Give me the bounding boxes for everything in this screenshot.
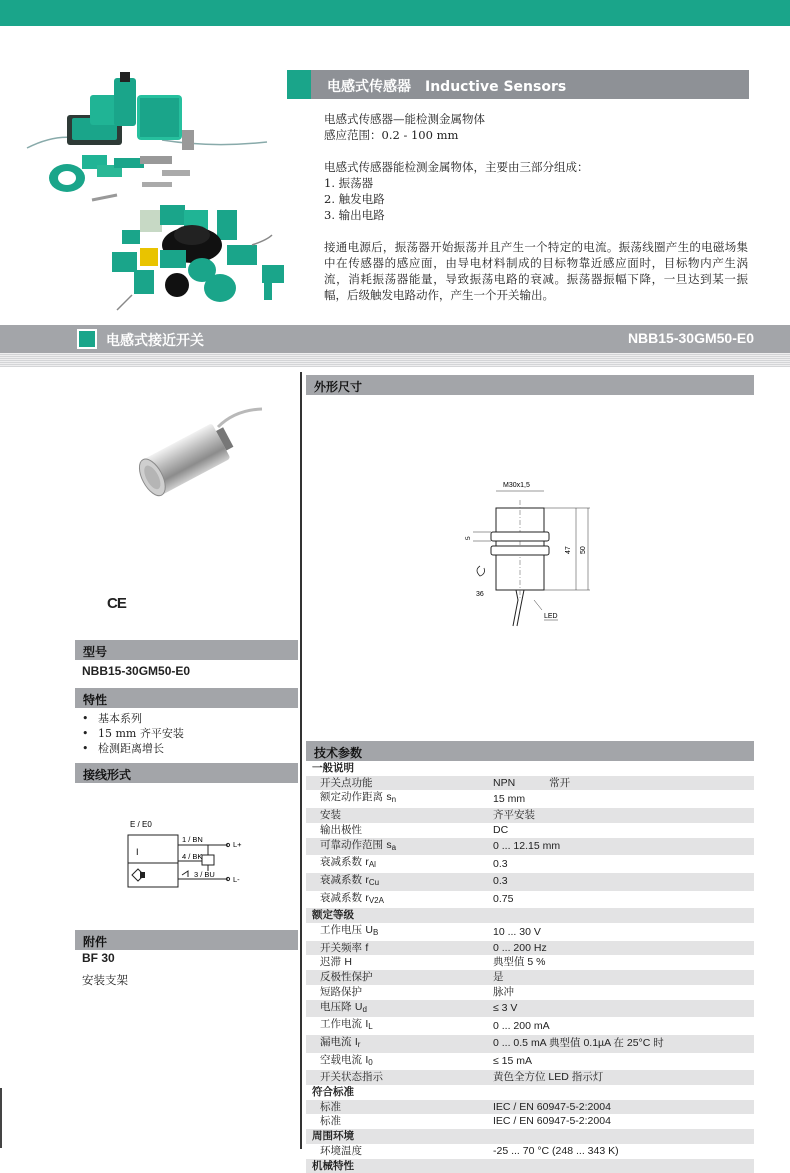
intro-paragraph: 接通电源后，振荡器开始振荡并且产生一个特定的电流。振荡线圈产生的电磁场集中在传感器的感应面，由导电材料制成的目标物靠近感应面时，目标物内产生涡流，消耗振荡器能量，导致振荡电路的衰减。振荡器振幅下降，一旦达到某一振幅，后级触发电路动作，产生一个开关输出。 — [324, 240, 748, 302]
table-row: 衰减系数 $r_{V2A}$ 0.75 — [320, 891, 514, 906]
category-title-en: Inductive Sensors — [425, 79, 567, 95]
length-label: 47 — [565, 546, 572, 554]
spec-group-row — [306, 761, 754, 776]
spec-group: 机械特性 — [306, 1159, 754, 1173]
product-section-band — [0, 325, 790, 353]
minus-label: L- — [233, 875, 240, 884]
table-row: 衰减系数 $r_{Al}$ 0.3 — [320, 856, 508, 870]
table-row: 标准 IEC / EN 60947-5-2:2004 — [306, 1100, 754, 1115]
intro-line-1: 电感式传感器—能检测金属物体 — [324, 112, 485, 126]
left-edge-line — [0, 1088, 2, 1148]
model-name: NBB15-30GM50-E0 — [82, 664, 191, 678]
table-row: 短路保护 脉冲 — [320, 985, 514, 998]
model-heading: 型号 — [75, 640, 298, 660]
table-row: 标准 IEC / EN 60947-5-2:2004 — [320, 1115, 611, 1128]
dimensions-heading: 外形尺寸 — [306, 375, 754, 395]
spec-group: 符合标准 — [312, 1086, 354, 1099]
spec-group: 一般说明 — [312, 762, 354, 774]
category-title-bar — [287, 70, 749, 99]
plus-label: L+ — [233, 840, 242, 849]
accessory-name: BF 30 — [82, 951, 115, 965]
led-label: LED — [544, 613, 558, 620]
spec-group-row — [306, 1129, 754, 1144]
wrench-label: 36 — [476, 591, 484, 598]
wire-label: 3 / BU — [194, 870, 215, 879]
specs-heading: 技术参数 — [306, 741, 754, 761]
intro-line-2: 感应范围：0.2 - 100 mm — [324, 128, 459, 142]
section-stripe — [0, 353, 790, 367]
accessory-heading: 附件 — [75, 930, 298, 950]
length-label: 50 — [580, 546, 587, 554]
wiring-diagram — [110, 815, 260, 890]
table-row: 电压降 $U_d$ ≤ 3 V — [306, 1000, 754, 1018]
category-title-cn: 电感式传感器 — [327, 79, 411, 95]
section-square-icon — [77, 329, 97, 349]
ce-mark: CE — [107, 595, 126, 612]
wiring-heading: 接线形式 — [75, 763, 298, 783]
wiring-type: E / E0 — [130, 820, 152, 829]
nut-label: 5 — [465, 536, 472, 540]
table-row: 空载电流 $I_0$ ≤ 15 mA — [320, 1053, 533, 1068]
table-row: 漏电流 $I_r$ 0 ... 0.5 mA 典型值 0.1µA 在 25°C 时 — [306, 1035, 754, 1053]
intro-part: 2. 触发电路 — [324, 192, 385, 206]
intro-text — [324, 111, 748, 303]
features-heading: 特性 — [75, 688, 298, 708]
section-title: 电感式接近开关 — [106, 333, 204, 349]
table-row: 工作电流 $I_L$ 0 ... 200 mA — [320, 1018, 550, 1032]
top-brand-bar — [0, 0, 790, 26]
table-row: 迟滞 H 典型值 5 % — [320, 956, 546, 969]
table-row: 开关频率 f 0 ... 200 Hz — [306, 941, 754, 956]
accessory-description: 安装支架 — [82, 973, 128, 987]
feature-item: • 检测距离增长 — [82, 741, 184, 756]
feature-item: • 15 mm 齐平安装 — [82, 726, 184, 741]
section-model: NBB15-30GM50-E0 — [627, 330, 754, 346]
spec-group-row — [306, 1085, 754, 1100]
column-divider — [300, 372, 302, 1149]
table-row: 额定动作距离 $s_n$ 15 mm — [320, 791, 526, 805]
product-range-photo — [22, 70, 272, 315]
wire-label: 1 / BN — [182, 835, 203, 844]
features-list — [82, 711, 184, 756]
table-row: 可靠动作范围 $s_a$ 0 ... 12.15 mm — [306, 838, 754, 856]
category-title — [327, 76, 566, 96]
spec-group: 额定等级 — [306, 908, 754, 923]
intro-line-3: 电感式传感器能检测金属物体，主要由三部分组成： — [324, 160, 589, 174]
intro-part: 1. 振荡器 — [324, 176, 374, 190]
table-row: 安装 齐平安装 — [306, 808, 754, 823]
table-row: 输出极性 DC — [320, 823, 509, 836]
table-row: 工作电压 $U_B$ 10 ... 30 V — [320, 924, 541, 938]
title-accent — [287, 70, 311, 99]
table-row: 开关状态指示 黄色全方位 LED 指示灯 — [306, 1070, 754, 1085]
table-row: 开关点功能 NPN 常开 — [306, 776, 754, 791]
spec-table — [306, 761, 754, 1173]
spec-group: 周围环境 — [306, 1129, 754, 1144]
intro-part: 3. 输出电路 — [324, 208, 385, 222]
spec-group-row — [306, 1159, 754, 1173]
spec-group-row — [306, 908, 754, 923]
table-row: 反极性保护 是 — [306, 970, 754, 985]
wire-label: 4 / BK — [182, 852, 203, 861]
table-row: 环境温度 -25 ... 70 °C (248 ... 343 K) — [320, 1144, 619, 1157]
feature-item: • 基本系列 — [82, 711, 184, 726]
thread-label: M30x1,5 — [503, 482, 530, 489]
sensor-photo — [130, 405, 270, 505]
wiring-i-label: I — [136, 847, 139, 857]
table-row: 衰减系数 $r_{Cu}$ 0.3 — [306, 873, 754, 891]
dimension-drawing — [458, 470, 608, 640]
